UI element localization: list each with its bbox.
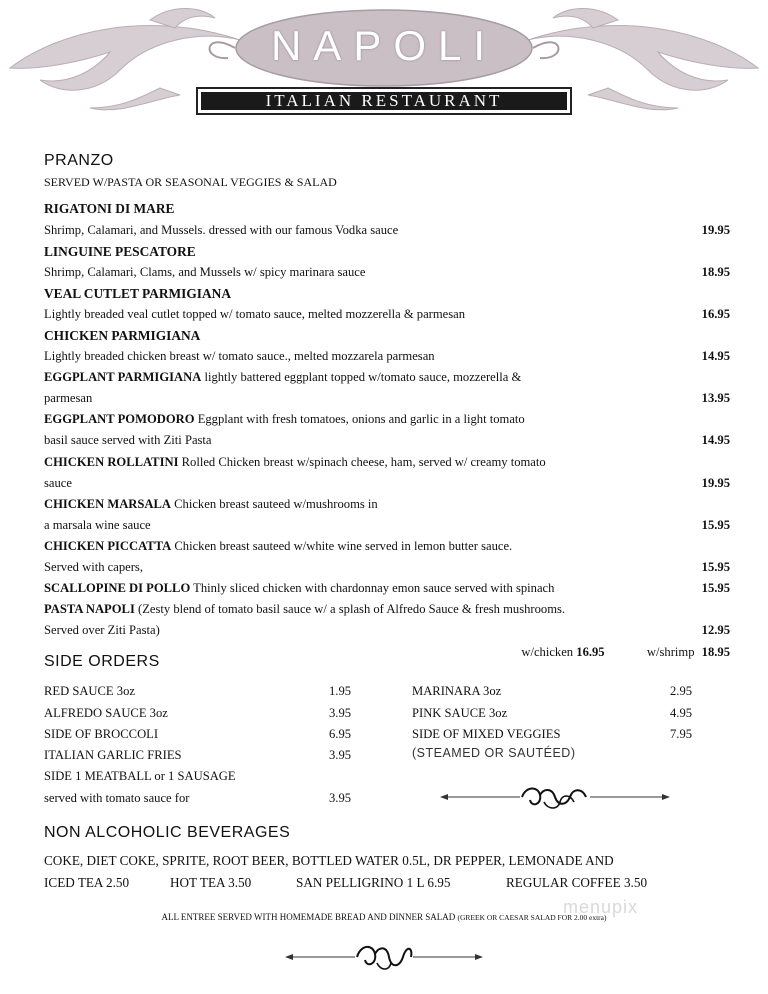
menu-item: EGGPLANT PARMIGIANA lightly battered eggplant topped w/tomato sauce, mozzerella & — [44, 370, 522, 384]
watermark: menupix — [563, 897, 639, 917]
beverage-iced-tea: ICED TEA 2.50 — [44, 875, 130, 890]
menu-item: EGGPLANT POMODORO Eggplant with fresh tomatoes, onions and garlic in a light tomato — [44, 412, 525, 426]
menu-item-desc: Served over Ziti Pasta) 12.95 — [44, 623, 730, 637]
menu-item-title: VEAL CUTLET PARMIGIANA — [44, 286, 231, 301]
side-item: MARINARA 3oz 2.95 — [412, 684, 693, 698]
pranzo-note: SERVED W/PASTA OR SEASONAL VEGGIES & SALAD — [44, 175, 337, 189]
side-item-note: (STEAMED OR SAUTÉED) — [412, 746, 576, 760]
side-item-price: 7.95 — [670, 727, 693, 741]
side-item: served with tomato sauce for 3.95 — [44, 791, 352, 805]
menu-item: CHICKEN MARSALA Chicken breast sauteed w/mushrooms in — [44, 497, 378, 511]
menu-item-price: 15.95 — [701, 560, 730, 574]
side-item: ITALIAN GARLIC FRIES 3.95 — [44, 748, 352, 762]
beverages-line: COKE, DIET COKE, SPRITE, ROOT BEER, BOTTLED WATER 0.5L, DR PEPPER, LEMONADE AND — [44, 853, 614, 868]
menu-item-title: CHICKEN PARMIGIANA — [44, 328, 201, 343]
side-orders-title: SIDE ORDERS — [44, 653, 160, 670]
side-item: SIDE OF MIXED VEGGIES 7.95 — [412, 727, 693, 741]
menu-item-desc: Lightly breaded veal cutlet topped w/ tomato sauce, melted mozzerella & parmesan 16.95 — [44, 307, 730, 321]
side-item: SIDE OF BROCCOLI 6.95 — [44, 727, 352, 741]
menu-item-title: RIGATONI DI MARE — [44, 201, 175, 216]
beverage-coffee: REGULAR COFFEE 3.50 — [506, 875, 648, 890]
side-item-price: 3.95 — [329, 791, 352, 805]
menu-item-price: 13.95 — [701, 391, 730, 405]
menu-item-price: 18.95 — [701, 265, 730, 279]
pranzo-title: PRANZO — [44, 152, 114, 169]
menu-item-price: 12.95 — [701, 623, 730, 637]
side-item-price: 4.95 — [670, 706, 693, 720]
side-item: RED SAUCE 3oz 1.95 — [44, 684, 352, 698]
side-item: SIDE 1 MEATBALL or 1 SAUSAGE — [44, 769, 236, 783]
side-item-price: 3.95 — [329, 748, 352, 762]
side-item: PINK SAUCE 3oz 4.95 — [412, 706, 693, 720]
subtitle-bar — [196, 87, 572, 115]
menu-item: CHICKEN ROLLATINI Rolled Chicken breast w/spinach cheese, ham, served w/ creamy tomato — [44, 455, 546, 469]
menu-item-price: 15.95 — [701, 518, 730, 532]
menu-item-price: 14.95 — [701, 433, 730, 447]
menu-item-price: 16.95 — [701, 307, 730, 321]
menu-item-desc: sauce 19.95 — [44, 476, 730, 490]
menu-item-price: 14.95 — [701, 349, 730, 363]
restaurant-subtitle: ITALIAN RESTAURANT — [201, 92, 567, 110]
side-item-price: 3.95 — [329, 706, 352, 720]
menu-item-desc: basil sauce served with Ziti Pasta 14.95 — [44, 433, 730, 447]
side-item-price: 6.95 — [329, 727, 352, 741]
menu-item-desc: Lightly breaded chicken breast w/ tomato sauce., melted mozzarela parmesan 14.95 — [44, 349, 730, 363]
side-item-price: 2.95 — [670, 684, 693, 698]
beverage-pelligrino: SAN PELLIGRINO 1 L 6.95 — [296, 875, 451, 890]
addon-shrimp-price: 18.95 — [701, 645, 730, 659]
footer-ornament — [285, 938, 483, 976]
menu-item: PASTA NAPOLI (Zesty blend of tomato basil sauce w/ a splash of Alfredo Sauce & fresh mushrooms. — [44, 602, 566, 616]
menu-item-desc: parmesan 13.95 — [44, 391, 730, 405]
side-item-price: 1.95 — [329, 684, 352, 698]
menu-item: SCALLOPINE DI POLLO Thinly sliced chicken with chardonnay emon sauce served with spinach 15.95 — [44, 581, 730, 595]
addon-chicken-label: w/chicken — [521, 645, 574, 659]
menu-item-desc: Served with capers, 15.95 — [44, 560, 730, 574]
menu-item-desc: Shrimp, Calamari, Clams, and Mussels w/ spicy marinara sauce 18.95 — [44, 265, 730, 279]
divider-ornament — [440, 780, 670, 814]
menu-item-title: LINGUINE PESCATORE — [44, 244, 196, 259]
menu-item-price: 19.95 — [701, 223, 730, 237]
beverages-title: NON ALCOHOLIC BEVERAGES — [44, 824, 291, 841]
restaurant-name: NAPOLI — [270, 22, 498, 69]
footer-note: ALL ENTREE SERVED WITH HOMEMADE BREAD AND DINNER SALAD (GREEK OR CAESAR SALAD FOR 2.00 extra) — [161, 912, 607, 922]
menu-item-desc: a marsala wine sauce 15.95 — [44, 518, 730, 532]
beverage-hot-tea: HOT TEA 3.50 — [170, 875, 252, 890]
addon-shrimp-label: w/shrimp — [646, 645, 695, 659]
menu-item-desc: Shrimp, Calamari, and Mussels. dressed with our famous Vodka sauce 19.95 — [44, 223, 730, 237]
menu-item-price: 15.95 — [701, 581, 730, 595]
menu-item: CHICKEN PICCATTA Chicken breast sauteed w/white wine served in lemon butter sauce. — [44, 539, 513, 553]
menu-item-price: 19.95 — [701, 476, 730, 490]
side-item: ALFREDO SAUCE 3oz 3.95 — [44, 706, 352, 720]
addon-chicken-price: 16.95 — [576, 645, 605, 659]
